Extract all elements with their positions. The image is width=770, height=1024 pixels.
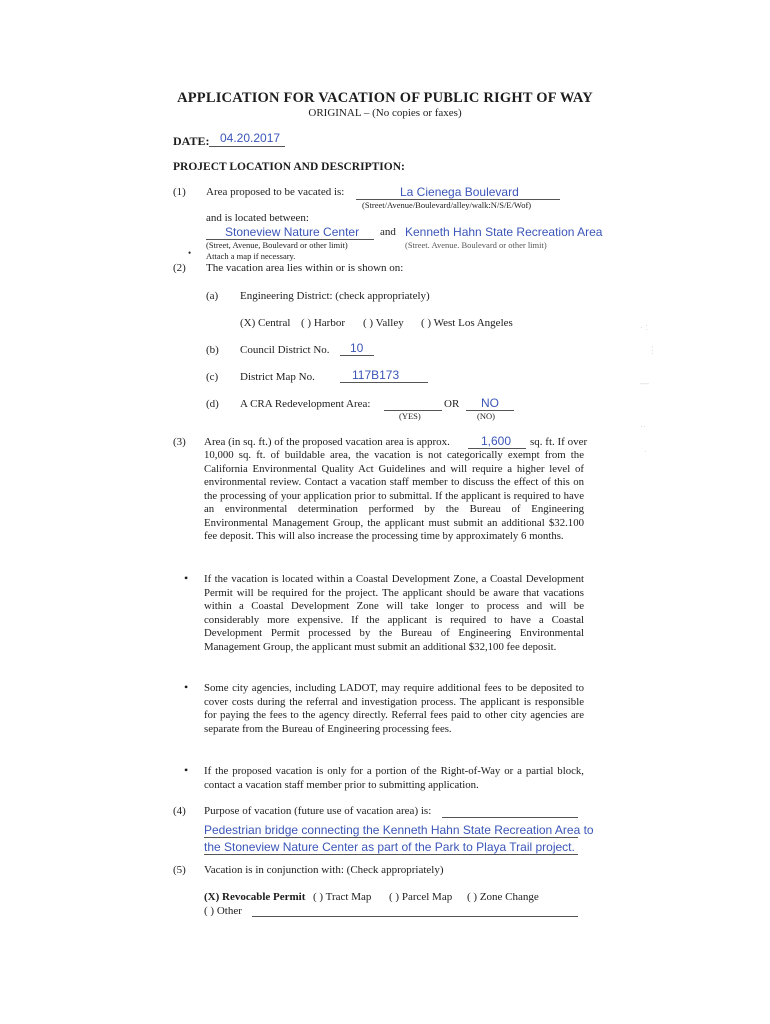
date-underline [209, 146, 285, 147]
form-subtitle: ORIGINAL – (No copies or faxes) [308, 107, 462, 119]
item1-label: Area proposed to be vacated is: [206, 186, 345, 198]
vacated-area-caption: (Street/Avenue/Boulevard/alley/walk:N/S/E/Wof) [362, 200, 532, 210]
area-size-label: Area (in sq. ft.) of the proposed vacation area is approx. [204, 436, 450, 448]
engineering-district-label: Engineering District: (check appropriately) [240, 290, 430, 302]
option-zone-change[interactable]: ( ) Zone Change [467, 891, 539, 903]
between-left-value[interactable]: Stoneview Nature Center [225, 225, 360, 239]
scan-artifact: ·· [640, 421, 646, 431]
bullet-dot: • [184, 571, 189, 585]
date-label: DATE: [173, 134, 210, 148]
council-district-value[interactable]: 10 [350, 341, 364, 355]
purpose-line2-underline [204, 854, 578, 855]
item4-number: (4) [173, 805, 186, 817]
area-size-unit: sq. ft. If over [530, 436, 588, 448]
scan-artifact: — [640, 378, 649, 388]
cra-no-value[interactable]: NO [481, 396, 499, 410]
bullet-dot: • [188, 248, 192, 258]
cra-or: OR [444, 398, 460, 410]
scan-artifact: ⋮ [648, 345, 657, 355]
item3-number: (3) [173, 436, 186, 448]
between-right-value[interactable]: Kenneth Hahn State Recreation Area [405, 225, 603, 239]
vacated-area-value[interactable]: La Cienega Boulevard [400, 185, 519, 199]
district-option-central[interactable]: (X) Central [240, 317, 291, 329]
district-map-value[interactable]: 117B173 [352, 368, 400, 382]
agency-fees-paragraph: Some city agencies, including LADOT, may require additional fees to be deposited to cover costs during the referral and investigation process. The applicant is responsible for paying the fees to the agency directly. Referral fees paid to other city agencies are separate from the Bureau of Engineering processing fees. [204, 682, 584, 735]
partial-block-paragraph: If the proposed vacation is only for a portion of the Right-of-Way or a partial block, contact a vacation staff member prior to submitting application. [204, 765, 584, 791]
cra-yes-caption: (YES) [399, 411, 421, 421]
form-title: APPLICATION FOR VACATION OF PUBLIC RIGHT OF WAY [177, 90, 593, 106]
scan-artifact: · [644, 446, 647, 456]
cra-area-label: A CRA Redevelopment Area: [240, 398, 371, 410]
district-option-west-la[interactable]: ( ) West Los Angeles [421, 317, 513, 329]
purpose-underline [442, 817, 578, 818]
attach-map-note: Attach a map if necessary. [206, 251, 296, 261]
option-revocable-permit[interactable]: (X) Revocable Permit [204, 891, 306, 903]
purpose-label: Purpose of vacation (future use of vacation area) is: [204, 805, 432, 817]
coastal-zone-paragraph: If the vacation is located within a Coastal Development Zone, a Coastal Development Permit will be required for the project. The applicant should be aware that vacations within a Coastal Development Zone will take longer to process and will be considerably more expensive. If the applicant is required to have a Coastal Development Permit processed by the Bureau of Engineering Environmental Management Group, the applicant must submit an additional $32,100 fee deposit. [204, 573, 584, 653]
between-label: and is located between: [206, 212, 309, 224]
option-other[interactable]: ( ) Other [204, 905, 242, 917]
scan-artifact: · : [640, 322, 648, 332]
item2a-number: (a) [206, 290, 219, 302]
item2d-number: (d) [206, 398, 219, 410]
date-value[interactable]: 04.20.2017 [220, 131, 281, 145]
item2c-number: (c) [206, 371, 219, 383]
area-size-value[interactable]: 1,600 [481, 434, 512, 448]
council-district-underline [340, 355, 374, 356]
bullet-dot: • [184, 763, 189, 777]
other-underline [252, 916, 578, 917]
item1-number: (1) [173, 186, 186, 198]
item3-paragraph: 10,000 sq. ft. of buildable area, the vacation is not categorically exempt from the California Environmental Quality Act Guidelines and will require a higher level of environmental review. Contact a vacation staff member to discuss the effect of this on the processing of your application prior to submittal. If the applicant is required to have an environmental determination performed by the Bureau of Engineering Environmental Management Group, the applicant must submit an additional $32.100 fee deposit. This will also increase the processing time by approximately 6 months. [204, 449, 584, 543]
purpose-line1-underline [204, 837, 578, 838]
option-tract-map[interactable]: ( ) Tract Map [313, 891, 372, 903]
council-district-label: Council District No. [240, 344, 330, 356]
item2b-number: (b) [206, 344, 219, 356]
district-map-label: District Map No. [240, 371, 315, 383]
purpose-line-2[interactable]: the Stoneview Nature Center as part of the Park to Playa Trail project. [204, 840, 575, 854]
between-left-caption: (Street, Avenue, Boulevard or other limit) [206, 240, 348, 250]
district-option-harbor[interactable]: ( ) Harbor [301, 317, 345, 329]
section-heading: PROJECT LOCATION AND DESCRIPTION: [173, 161, 405, 173]
conjunction-label: Vacation is in conjunction with: (Check appropriately) [204, 864, 444, 876]
district-map-underline [340, 382, 428, 383]
district-option-valley[interactable]: ( ) Valley [363, 317, 404, 329]
between-and: and [380, 226, 396, 238]
item2-number: (2) [173, 262, 186, 274]
item2-label: The vacation area lies within or is shown on: [206, 262, 404, 274]
item5-number: (5) [173, 864, 186, 876]
cra-no-caption: (NO) [477, 411, 495, 421]
purpose-line-1[interactable]: Pedestrian bridge connecting the Kenneth Hahn State Recreation Area to [204, 823, 594, 837]
option-parcel-map[interactable]: ( ) Parcel Map [389, 891, 453, 903]
between-right-caption: (Street. Avenue. Boulevard or other limit) [405, 240, 547, 250]
bullet-dot: • [184, 680, 189, 694]
